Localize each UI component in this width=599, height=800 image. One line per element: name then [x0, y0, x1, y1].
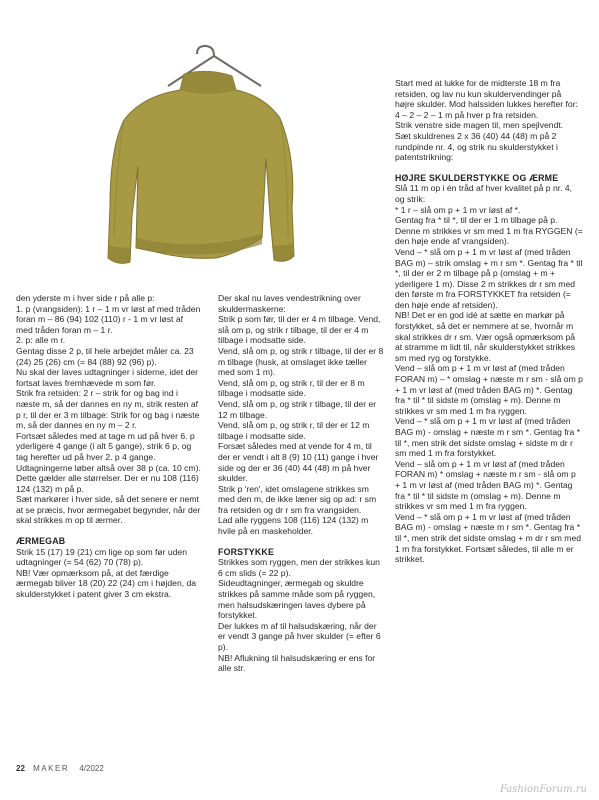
paragraph: Lad alle ryggens 108 (116) 124 (132) m hvile på en maskeholder. — [218, 515, 369, 537]
paragraph: Vend, slå om p, og strik r tilbage, til der er 12 m tilbage. — [218, 398, 377, 420]
sweater-photo — [96, 38, 306, 288]
paragraph: Forsæt således med at vende for 4 m, til der er vendt i alt 8 (9) 10 (11) gange i hver side og der er 36 (40) 44 (48) m på hver skulder. — [218, 441, 379, 484]
paragraph: NB! Det er en god idé at sætte en markør på forstykket, så det er nemmere at se, hvornår m skal strikkes dr r sm. Vær også opmærksom på at stramme m lidt til, når skulderstykket strikkes sm med ryg og forstykke. — [395, 310, 576, 363]
paragraph: Vend – * slå om p + 1 m vr løst af (med tråden BAG m) - omslag + næste m r sm *. Gentag fra * til *, men strik det sidste omslag + sidste m dr r sm med 1 m fra forstykket. — [395, 416, 581, 459]
paragraph: * 1 r – slå om p + 1 m vr løst af *. — [395, 204, 521, 215]
paragraph: Fortsæt således med at tage m ud på hver 6. p yderligere 4 gange (i alt 5 gange), strik 6 p, og tag herefter ud på hver 2. p 4 gange. — [16, 430, 195, 462]
paragraph: Strik fra retsiden: 2 r – strik for og bag ind i næste m, så der dannes en ny m, strik resten af p r, til der er 3 m tilbage: Strik for og bag i næste m, så der dannes en ny m – 2 r. — [16, 388, 200, 431]
column-middle — [218, 293, 385, 674]
paragraph: Vend – slå om p + 1 m vr løst af (med tråden FORAN m) – * omslag + næste m r sm - slå om p + 1 m vr løst af (med tråden BAG m) *. Gentag fra * til * til sidste m (omslag + m). Denne m strikkes vr sm med 1 m fra ryggen. — [395, 363, 583, 416]
paragraph: Strikkes som ryggen, men der strikkes kun 6 cm slids (= 22 p). — [218, 557, 380, 578]
paragraph: Strik p 'ren', idet omslagene strikkes sm med den m, de ikke læner sig op ad: r sm fra retsiden og dr r sm fra vrangsiden. — [218, 483, 377, 515]
paragraph: Start med at lukke for de midterste 18 m fra retsiden, og lav nu kun skuldervendinger på højre skulder. Mod halssiden lukkes herefter for: 4 – 2 – 2 – 1 m på hver p fra retsiden. — [395, 78, 578, 120]
page-number: 22 — [16, 764, 25, 773]
paragraph: Sæt skuldrenes 2 x 36 (40) 44 (48) m på 2 rundpinde nr. 4, og strik nu skulderstykket i patentstrikning: — [395, 130, 558, 163]
column-left — [16, 293, 202, 600]
column-right — [395, 78, 583, 565]
paragraph: Vend, slå om p, og strik r, til der er 8 m tilbage i modsatte side. — [218, 377, 365, 399]
paragraph: Der skal nu laves vendestrikning over skuldermaskerne: — [218, 293, 361, 314]
paragraph: 2. p: alle m r. — [16, 335, 66, 346]
paragraph: Vend – * slå om p + 1 m vr løst af (med tråden BAG m) – strik omslag + m r sm *. Gentag fra * til *, til der er 2 m tilbage på p (omslag + m + yderligere 1 m). Disse 2 m strikkes dr r sm med den første m fra FORSTYKKET fra retsiden (= den høje ende af retsiden). — [395, 246, 583, 310]
paragraph: Vend – * slå om p + 1 m vr løst af (med tråden BAG m) - omslag + næste m r sm *. Gentag fra * til *, men strik det sidste omslag + m dr r sm med 1 m fra forstykket. Fortsæt således, til alle m er strikket. — [395, 511, 582, 565]
section-heading: HØJRE SKULDERSTYKKE OG ÆRME — [395, 172, 559, 183]
paragraph: NB! Vær opmærksom på, at det færdige ærmegab bliver 18 (20) 22 (24) cm i højden, da skulderstykket i patent giver 3 cm ekstra. — [16, 567, 197, 600]
paragraph: Strik p som før, til der er 4 m tilbage. Vend, slå om p, og strik r tilbage, til der er 4 m tilbage i modsatte side. — [218, 314, 381, 346]
paragraph: Strik 15 (17) 19 (21) cm lige op som før uden udtagninger (= 54 (62) 70 (78) p). — [16, 546, 187, 568]
paragraph: Vend – slå om p + 1 m vr løst af (med tråden FORAN m) * omslag + næste m r sm - slå om p + 1 m vr løst af (med tråden BAG m) *. Gentag fra * til * til sidste m (omslag + m). Denne m strikkes vr sm med 1 m fra ryggen. — [395, 458, 576, 512]
paragraph: Strik venstre side magen til, men spejlvendt. — [395, 120, 564, 131]
watermark: FashionForum.ru — [500, 784, 587, 795]
issue-number: 4/2022 — [79, 764, 104, 773]
sweater-body — [108, 71, 294, 263]
paragraph: Gentag disse 2 p, til hele arbejdet måler ca. 23 (24) 25 (26) cm (= 84 (88) 92 (96) p). — [16, 345, 194, 367]
section-heading: ÆRMEGAB — [16, 536, 66, 547]
section-heading: FORSTYKKE — [218, 546, 275, 557]
paragraph: 1. p (vrangsiden): 1 r – 1 m vr løst af med tråden foran m – 86 (94) 102 (110) r - 1 m vr løst af med tråden foran m – 1 r. — [16, 303, 201, 335]
paragraph: Nu skal der laves udtagninger i siderne, idet der fortsat laves fremhævede m som før. — [16, 367, 199, 388]
paragraph: Vend, slå om p, og strik r, til der er 12 m tilbage i modsatte side. — [218, 420, 370, 441]
paragraph: Sæt markører i hver side, så det senere er nemt at se præcis, hvor ærmegabet begynder, når der skal strikkes m op til ærmer. — [16, 494, 201, 526]
paragraph: Udtagningerne løber altså over 38 p (ca. 10 cm). Dette gælder alle størrelser. Der er nu 108 (116) 124 (132) m på p. — [16, 462, 201, 494]
page-footer — [16, 764, 104, 773]
paragraph: Der lukkes m af til halsudskæring, når der er vendt 3 gange på hver skulder (= efter 6 p). — [218, 620, 381, 652]
paragraph: den yderste m i hver side r på alle p: — [16, 293, 155, 303]
magazine-name: MAKER — [33, 764, 70, 773]
paragraph: NB! Aflukning til halsudskæring er ens for alle str. — [218, 652, 376, 674]
paragraph: Sideudtagninger, ærmegab og skuldre strikkes på samme måde som på ryggen, men halsudskæringen laves dybere på forstykket. — [218, 578, 376, 621]
paragraph: Vend, slå om p, og strik r tilbage, til der er 8 m tilbage (husk, at omslaget ikke tæller med som 1 m). — [218, 345, 384, 378]
paragraph: Gentag fra * til *, til der er 1 m tilbage på p. Denne m strikkes vr sm med 1 m fra RYGGEN (= den høje ende af vrangsiden). — [395, 215, 583, 247]
paragraph: Slå 11 m op i én tråd af hver kvalitet på p nr. 4, og strik: — [395, 183, 573, 204]
